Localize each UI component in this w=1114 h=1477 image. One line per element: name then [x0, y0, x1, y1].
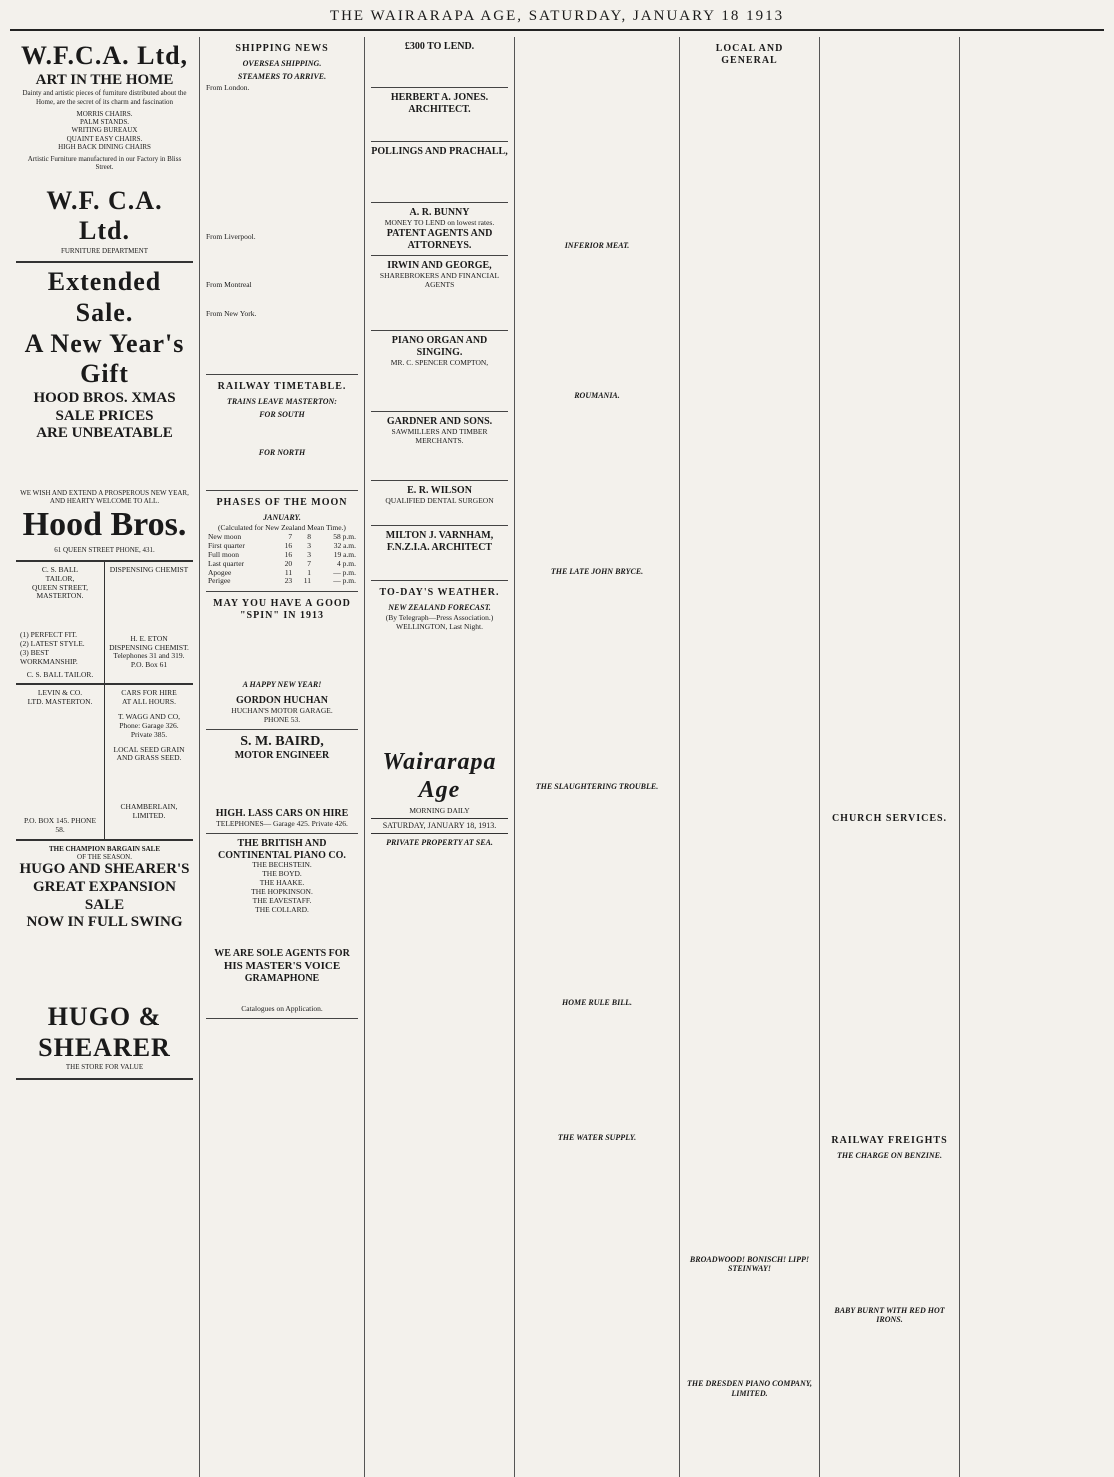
chemist-telephone: Telephones 31 and 319. P.O. Box 61 [113, 651, 185, 670]
chemist-name: H. E. ETON [130, 633, 168, 643]
levin-subtitle: LTD. MASTERTON. [27, 697, 93, 707]
levin-cars-row [16, 685, 193, 840]
moon-cell-d: 20 [284, 558, 293, 568]
ball-sign: C. S. BALL TAILOR. [26, 669, 94, 679]
railway-north: FOR NORTH [258, 447, 306, 457]
moon-cell-m: 58 p.m. [333, 532, 356, 542]
cars-ad [105, 685, 193, 838]
hood-wish: WE WISH AND EXTEND A PROSPEROUS NEW YEAR, AND HEARTY WELCOME TO ALL. [20, 488, 189, 506]
home-rule-heading: HOME RULE BILL. [561, 997, 632, 1007]
wfca-foot: Artistic Furniture manufactured in our Factory in Bliss Street. [27, 155, 182, 172]
paper-sub: MORNING DAILY [409, 805, 470, 815]
spin-phone: PHONE 53. [263, 714, 301, 724]
spin-name: GORDON HUCHAN [236, 695, 328, 707]
levin-box: P.O. BOX 145. PHONE 58. [23, 816, 97, 834]
broadwood-heading: BROADWOOD! BONISCH! LIPP! STEINWAY! [689, 1254, 810, 1274]
shipping-from: From Liverpool. [206, 231, 256, 241]
moon-cell-m: — p.m. [333, 567, 356, 577]
dresden-heading: THE DRESDEN PIANO COMPANY, LIMITED. [687, 1379, 812, 1398]
wfca-item: QUAINT EASY CHAIRS. [66, 134, 143, 143]
moon-cell-name: First quarter [208, 541, 245, 551]
piano-item: THE EAVESTAFF. [252, 895, 312, 905]
spin-happy: A HAPPY NEW YEAR! [242, 679, 322, 689]
shipping-from: From Montreal [206, 280, 252, 290]
hood-title2: A New Year's Gift [24, 328, 185, 389]
ball-address: QUEEN STREET, MASTERTON. [31, 582, 89, 601]
column-filler [960, 37, 1104, 1477]
church-heading: CHURCH SERVICES. [831, 813, 948, 824]
column-shipping [200, 37, 365, 1477]
column-news [515, 37, 680, 1477]
hood-sign: Hood Bros. [22, 506, 187, 544]
hood-address: 61 QUEEN STREET PHONE, 431. [54, 545, 155, 554]
editorial-heading: PRIVATE PROPERTY AT SEA. [386, 837, 493, 847]
ball-chemist-row [16, 562, 193, 686]
hugo-mid: OF THE SEASON. [77, 853, 132, 862]
cars-sign: CHAMBERLAIN, LIMITED. [120, 802, 178, 821]
hood-title4: ARE UNBEATABLE [36, 425, 173, 442]
moon-cell-name: Apogee [208, 567, 232, 577]
wfca-title: W.F.C.A. Ltd, [20, 41, 189, 70]
moon-cell-name: New moon [208, 532, 242, 542]
hood-title1: Extended Sale. [47, 267, 162, 327]
moon-cell-d: 11 [284, 567, 293, 577]
piano-item: THE HAAKE. [259, 878, 305, 888]
moon-cell-d: 16 [284, 541, 293, 551]
moon-table [206, 533, 358, 586]
piano-item: THE BECHSTEIN. [252, 860, 312, 870]
moon-cell-h: 8 [307, 532, 312, 542]
spin-sub: HUCHAN'S MOTOR GARAGE. [231, 706, 333, 716]
moon-cell-name: Perigee [208, 576, 231, 586]
railway-freights-heading: RAILWAY FREIGHTS [831, 1134, 948, 1146]
moon-calc: (Calculated for New Zealand Mean Time.) [218, 523, 346, 533]
bryce-heading: THE LATE JOHN BRYCE. [550, 566, 644, 576]
piano-catalogues: Catalogues on Application. [241, 1003, 323, 1013]
chemist-subtitle: DISPENSING CHEMIST. [109, 642, 189, 652]
levin-ad [16, 685, 105, 838]
moon-cell-h: 7 [307, 558, 312, 568]
moon-cell-d: 16 [284, 549, 293, 559]
ball-ad [16, 562, 105, 684]
moon-row [206, 577, 358, 586]
moon-cell-m: 4 p.m. [337, 558, 356, 568]
sm-subtitle: MOTOR ENGINEER [234, 750, 330, 762]
ball-rule: (3) BEST WORKMANSHIP. [20, 647, 78, 666]
ball-subtitle: TAILOR, [45, 573, 75, 583]
piano-singing: PIANO ORGAN AND SINGING. [391, 334, 488, 358]
ball-rule: (2) LATEST STYLE. [20, 639, 85, 649]
sm-telephone: TELEPHONES— Garage 425. Private 426. [216, 818, 348, 828]
piano-gram: GRAMAPHONE [244, 973, 320, 985]
hood-title3: HOOD BROS. XMAS SALE PRICES [33, 389, 176, 424]
wfca-item: PALM STANDS. [80, 118, 129, 127]
railway-heading: RAILWAY TIMETABLE. [217, 381, 347, 393]
masthead: THE WAIRARAPA AGE, SATURDAY, JANUARY 18 1913 [10, 8, 1104, 31]
varnham-heading: MILTON J. VARNHAM, F.N.Z.I.A. ARCHITECT [385, 530, 494, 554]
hugo-title: HUGO AND SHEARER'S GREAT EXPANSION SALE [19, 861, 190, 913]
moon-cell-h: 1 [307, 567, 312, 577]
moon-cell-m: 32 a.m. [333, 541, 356, 551]
railway-south: FOR SOUTH [259, 410, 305, 420]
levin-title: LEVIN & CO. [37, 688, 83, 698]
moon-cell-m: 19 a.m. [333, 549, 356, 559]
moon-cell-h: 3 [307, 549, 312, 559]
ball-title: C. S. BALL [41, 564, 79, 574]
cars-name: T. WAGG AND CO, [117, 712, 180, 722]
wfca-body: Dainty and artistic pieces of furniture distributed about the Home, are the secret of its charm and fascination [22, 89, 187, 106]
wfca-ad [16, 37, 193, 263]
hugo-ad [16, 841, 193, 1080]
gardner-sub: SAWMILLERS AND TIMBER MERCHANTS. [391, 427, 488, 445]
pollings-heading: POLLINGS AND PRACHALL, [371, 146, 508, 158]
jones-heading: HERBERT A. JONES. ARCHITECT. [390, 91, 489, 115]
shipping-from: From London. [206, 82, 250, 92]
lend-heading: £300 TO LEND. [404, 41, 475, 52]
weather-by: (By Telegraph—Press Association.) [385, 613, 494, 623]
patent-heading: PATENT AGENTS AND ATTORNEYS. [386, 227, 493, 251]
wilson-heading: E. R. WILSON [407, 484, 472, 496]
lend2: MONEY TO LEND on lowest rates. [384, 217, 495, 227]
irwin-sub: SHAREBROKERS AND FINANCIAL AGENTS [379, 271, 500, 290]
piano-item: THE BOYD. [262, 869, 302, 879]
weather-sub: NEW ZEALAND FORECAST. [388, 602, 491, 612]
baby-heading: BABY BURNT WITH RED HOT IRONS. [834, 1306, 945, 1325]
chemist-ad [105, 562, 193, 684]
hugo-sign: HUGO & SHEARER [38, 1002, 171, 1062]
railway-freights-sub: THE CHARGE ON BENZINE. [837, 1150, 942, 1160]
compton: MR. C. SPENCER COMPTON, [390, 357, 489, 367]
shipping-subheading2: STEAMERS TO ARRIVE. [237, 72, 327, 82]
weather-heading: TO-DAY'S WEATHER. [379, 587, 500, 599]
hugo-tagline: THE STORE FOR VALUE [65, 1063, 144, 1072]
wfca-subtitle: ART IN THE HOME [35, 71, 174, 88]
piano-hmv: HIS MASTER'S VOICE [223, 960, 341, 973]
inferior-meat-heading: INFERIOR MEAT. [564, 241, 630, 250]
hugo-top: THE CHAMPION BARGAIN SALE [48, 844, 161, 853]
slaughtering-heading: THE SLAUGHTERING TROUBLE. [535, 782, 659, 792]
sm-title: S. M. BAIRD, [240, 733, 324, 749]
paper-date: SATURDAY, JANUARY 18, 1913. [371, 818, 508, 833]
roumania-heading: ROUMANIA. [574, 391, 620, 401]
hugo-now: NOW IN FULL SWING [26, 914, 183, 931]
piano-agents: WE ARE SOLE AGENTS FOR [214, 948, 350, 960]
bunny-heading: A. R. BUNNY [409, 207, 470, 219]
cars-subtitle: AT ALL HOURS. [122, 697, 176, 707]
wfca-item: WRITING BUREAUX [71, 126, 138, 135]
column-local [680, 37, 820, 1477]
moon-cell-d: 23 [284, 576, 293, 586]
hood-ad [16, 263, 193, 562]
spin-heading: MAY YOU HAVE A GOOD "SPIN" IN 1913 [213, 598, 351, 622]
piano-item: THE HOPKINSON. [251, 886, 313, 896]
weather-place: WELLINGTON, Last Night. [396, 622, 483, 632]
wfca-item: HIGH BACK DINING CHAIRS [58, 142, 151, 151]
irwin-heading: IRWIN AND GEORGE, [387, 260, 492, 272]
shipping-from: From New York. [206, 309, 257, 319]
railway-subheading: TRAINS LEAVE MASTERTON: [227, 396, 337, 406]
paper-name: Wairarapa Age [382, 748, 497, 804]
piano-item: THE COLLARD. [255, 904, 309, 914]
water-supply-heading: THE WATER SUPPLY. [557, 1133, 637, 1143]
moon-month: JANUARY. [263, 512, 301, 522]
column-professional [365, 37, 515, 1477]
wfca-item: MORRIS CHAIRS. [76, 109, 133, 118]
shipping-heading: SHIPPING NEWS [235, 43, 329, 54]
gardner-heading: GARDNER AND SONS. [386, 416, 493, 428]
column-ads [10, 37, 200, 1477]
shipping-subheading: OVERSEA SHIPPING. [242, 58, 322, 68]
moon-cell-h: 11 [303, 576, 312, 586]
moon-cell-m: — p.m. [333, 576, 356, 586]
cars-title: CARS FOR HIRE [121, 688, 177, 698]
piano-title: THE BRITISH AND CONTINENTAL PIANO CO. [218, 837, 346, 861]
cars-seed: LOCAL SEED GRAIN AND GRASS SEED. [113, 744, 185, 763]
moon-cell-d: 7 [288, 532, 293, 542]
ball-rule: (1) PERFECT FIT. [20, 630, 78, 640]
column-misc [820, 37, 960, 1477]
wfca-sign: W.F. C.A. Ltd. [46, 185, 163, 246]
moon-cell-h: 3 [307, 541, 312, 551]
moon-cell-name: Last quarter [208, 558, 245, 568]
cars-phone: Phone: Garage 326. Private 385. [119, 720, 179, 739]
moon-cell-name: Full moon [208, 549, 240, 559]
wilson-sub: QUALIFIED DENTAL SURGEON [385, 495, 494, 505]
sm-hire: HIGH. LASS CARS ON HIRE [215, 808, 349, 820]
local-general-heading: LOCAL AND GENERAL [715, 43, 784, 66]
moon-heading: PHASES OF THE MOON [216, 497, 348, 509]
wfca-dept: FURNITURE DEPARTMENT [60, 246, 149, 255]
chemist-title: DISPENSING CHEMIST [109, 564, 189, 574]
